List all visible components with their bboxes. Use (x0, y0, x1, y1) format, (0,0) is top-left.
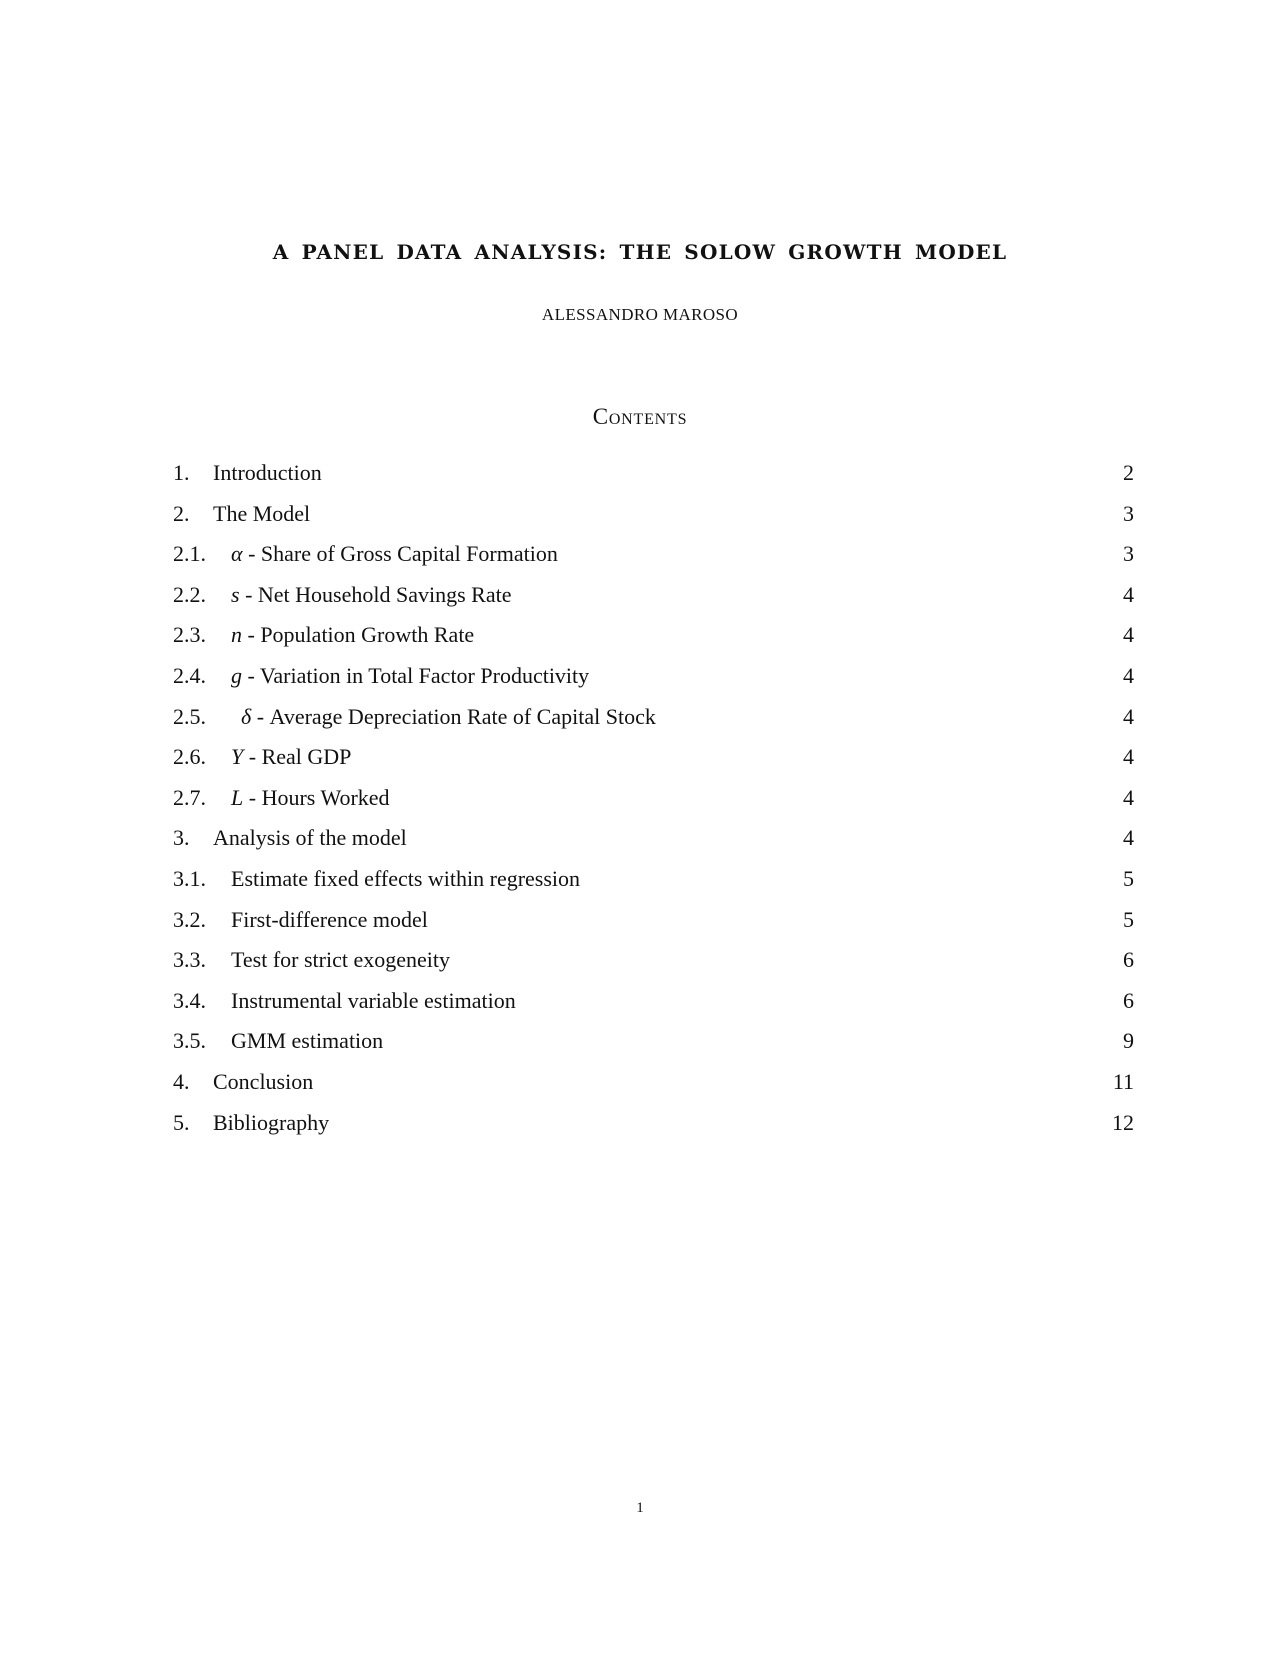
toc-entry-page: 4 (1123, 581, 1134, 607)
table-of-contents (173, 458, 1134, 1148)
toc-entry-title: Y - Real GDP (231, 744, 352, 770)
toc-entry-number: 2.2. (173, 581, 206, 607)
toc-entry-number: 1. (173, 460, 190, 485)
toc-entry-instrumental[interactable] (173, 986, 1134, 1027)
toc-entry-number: 4. (173, 1068, 190, 1094)
toc-entry-analysis[interactable] (173, 823, 1134, 864)
toc-entry-introduction[interactable] (173, 458, 1134, 499)
toc-entry-title: The Model (213, 500, 311, 526)
toc-entry-title: Introduction (213, 460, 322, 485)
toc-entry-number: 2.1. (173, 541, 206, 567)
toc-entry-number: 2.6. (173, 744, 206, 770)
toc-entry-page: 6 (1123, 947, 1134, 973)
toc-entry-title: GMM estimation (231, 1028, 384, 1054)
toc-entry-number: 5. (173, 1109, 190, 1135)
toc-entry-page: 4 (1123, 622, 1134, 648)
toc-entry-fixed-effects[interactable] (173, 864, 1134, 905)
toc-entry-title: Instrumental variable estimation (231, 987, 516, 1013)
toc-entry-s[interactable] (173, 580, 1134, 621)
toc-entry-number: 3.5. (173, 1028, 206, 1054)
page-number: 1 (636, 1500, 644, 1516)
toc-entry-page: 4 (1123, 744, 1134, 770)
toc-entry-number: 3.1. (173, 865, 206, 891)
toc-entry-number: 2.7. (173, 784, 206, 810)
paper-title: A PANEL DATA ANALYSIS: THE SOLOW GROWTH MODEL (272, 240, 1008, 264)
toc-entry-number: 3.4. (173, 987, 206, 1013)
toc-entry-number: 2.5. (173, 703, 206, 729)
toc-entry-title: Bibliography (213, 1109, 330, 1135)
toc-entry-title: s - Net Household Savings Rate (231, 581, 512, 607)
toc-entry-page: 4 (1123, 703, 1134, 729)
toc-entry-first-difference[interactable] (173, 905, 1134, 946)
toc-entry-l[interactable] (173, 783, 1134, 824)
toc-entry-page: 9 (1123, 1028, 1134, 1054)
contents-heading: Contents (592, 404, 688, 429)
toc-entry-number: 2. (173, 500, 190, 526)
toc-entry-page: 5 (1123, 906, 1134, 932)
toc-entry-page: 4 (1123, 662, 1134, 688)
toc-entry-exogeneity[interactable] (173, 945, 1134, 986)
toc-entry-title: n - Population Growth Rate (231, 622, 475, 648)
toc-entry-number: 3.3. (173, 947, 206, 973)
math-symbol: s (231, 581, 240, 607)
math-symbol: L (231, 784, 244, 810)
toc-entry-title: δ - Average Depreciation Rate of Capital Stock (241, 703, 656, 729)
toc-entry-page: 5 (1123, 865, 1134, 891)
toc-entry-number: 2.4. (173, 662, 206, 688)
toc-entry-page: 4 (1123, 825, 1134, 851)
toc-entry-alpha[interactable] (173, 539, 1134, 580)
toc-entry-gmm[interactable] (173, 1026, 1134, 1067)
toc-entry-page: 2 (1123, 460, 1134, 485)
math-symbol: g (231, 662, 242, 688)
toc-entry-page: 3 (1123, 500, 1134, 526)
toc-entry-number: 3. (173, 825, 190, 851)
author-name: ALESSANDRO MAROSO (541, 305, 739, 324)
toc-entry-conclusion[interactable] (173, 1067, 1134, 1108)
toc-entry-n[interactable] (173, 620, 1134, 661)
toc-entry-page: 6 (1123, 987, 1134, 1013)
math-symbol: δ (241, 703, 252, 729)
math-symbol: n (231, 622, 242, 648)
toc-entry-number: 2.3. (173, 622, 206, 648)
toc-entry-title: Analysis of the model (213, 825, 407, 851)
toc-entry-delta[interactable] (173, 702, 1134, 743)
toc-entry-y[interactable] (173, 742, 1134, 783)
toc-entry-page: 4 (1123, 784, 1134, 810)
toc-entry-title: α - Share of Gross Capital Formation (231, 541, 558, 567)
toc-entry-bibliography[interactable] (173, 1108, 1134, 1149)
toc-entry-title: Conclusion (213, 1068, 314, 1094)
toc-entry-page: 12 (1112, 1109, 1134, 1135)
toc-entry-the-model[interactable] (173, 499, 1134, 540)
toc-entry-title: L - Hours Worked (231, 784, 390, 810)
toc-entry-number: 3.2. (173, 906, 206, 932)
toc-entry-g[interactable] (173, 661, 1134, 702)
math-symbol: α (231, 541, 243, 567)
math-symbol: Y (231, 744, 244, 770)
toc-entry-page: 3 (1123, 541, 1134, 567)
toc-entry-title: Estimate fixed effects within regression (231, 865, 581, 891)
toc-entry-title: g - Variation in Total Factor Productivity (231, 662, 590, 688)
toc-entry-title: Test for strict exogeneity (231, 947, 451, 973)
toc-entry-title: First-difference model (231, 906, 428, 932)
toc-entry-page: 11 (1112, 1068, 1134, 1094)
